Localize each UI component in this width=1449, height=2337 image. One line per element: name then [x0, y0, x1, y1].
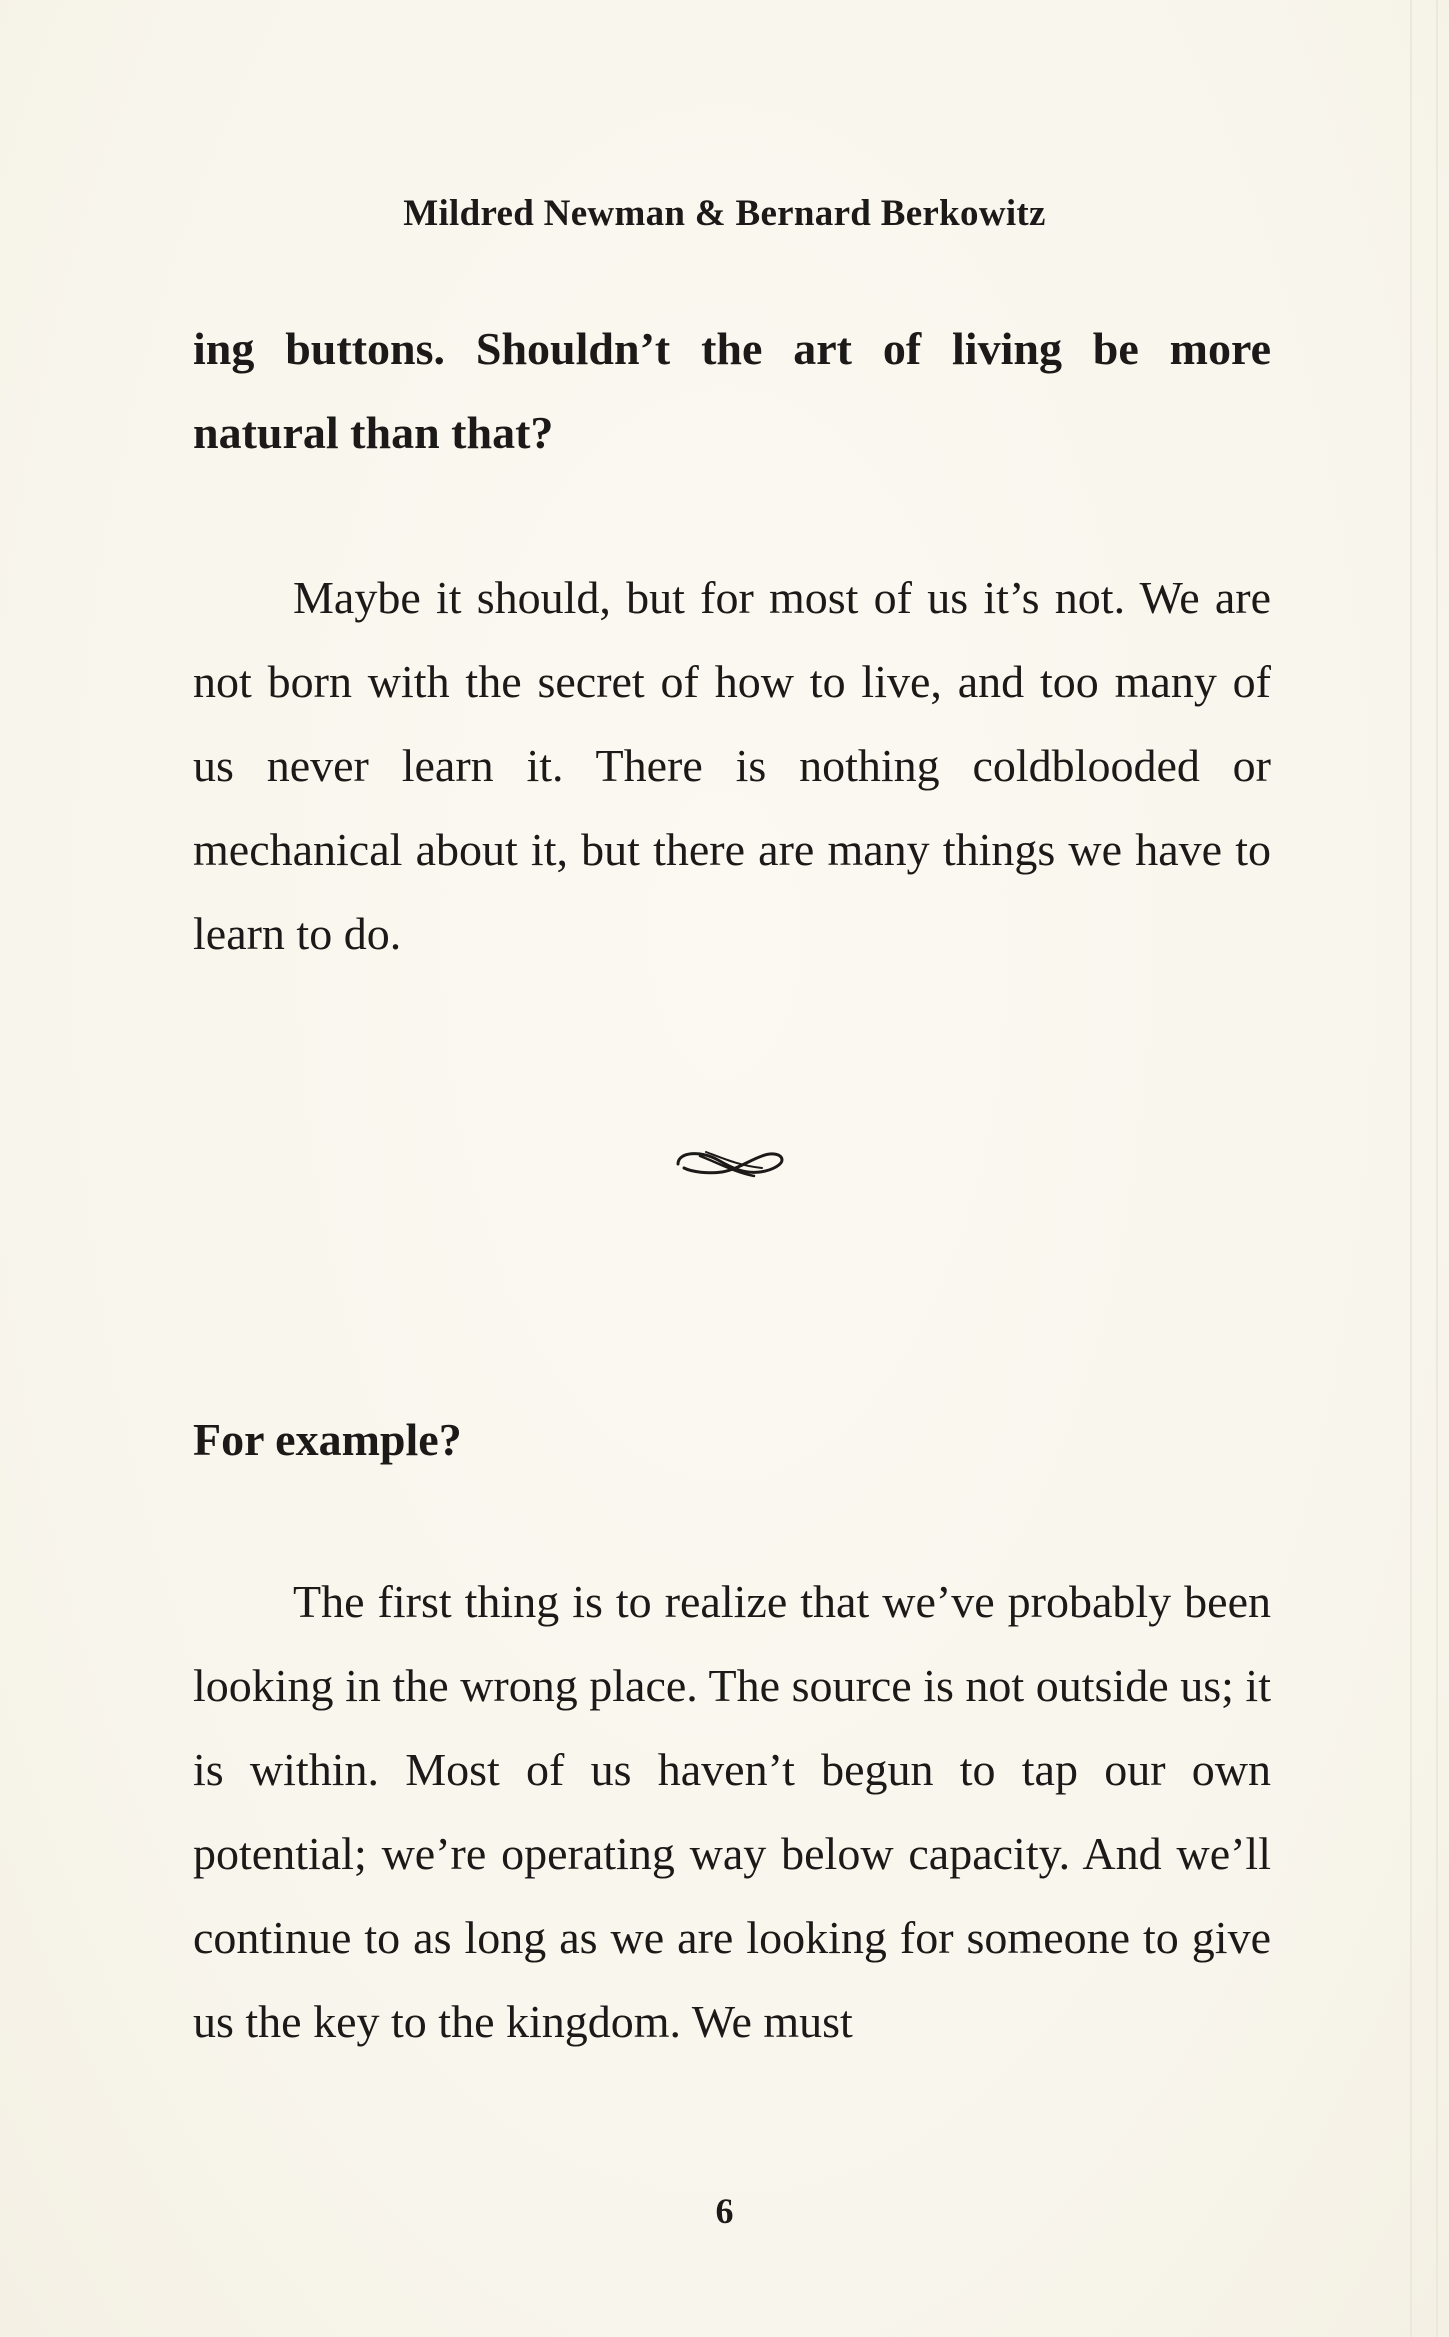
question-text: ing buttons. Shouldn’t the art of living be more natural than that? — [193, 323, 1271, 458]
page-number: 6 — [715, 2191, 734, 2231]
page-edge-shadow — [1410, 0, 1412, 2337]
page-edge-shadow — [1436, 0, 1438, 2337]
question-block-2 — [193, 1398, 1271, 1482]
answer-paragraph: Maybe it should, but for most of us it’s not. We are not born with the secret of how to live, and too many of us never learn it. There is nothing coldblooded or mechanical about it, but there are many things we have to learn to do. — [193, 572, 1271, 959]
answer-paragraph: The first thing is to realize that we’ve probably been looking in the wrong place. The source is not outside us; it is within. Most of us haven’t begun to tap our own potential; we’re operating way below capacity. And we’ll continue to as long as we are looking for someone to give us the key to the kingdom. We must — [193, 1576, 1271, 2047]
flourish-ornament-icon — [670, 1142, 790, 1182]
question-text: For example? — [193, 1414, 462, 1465]
question-block-1 — [193, 307, 1271, 475]
answer-block-2 — [193, 1560, 1271, 2064]
running-head: Mildred Newman & Bernard Berkowitz — [403, 193, 1046, 234]
answer-block-1 — [193, 556, 1271, 976]
